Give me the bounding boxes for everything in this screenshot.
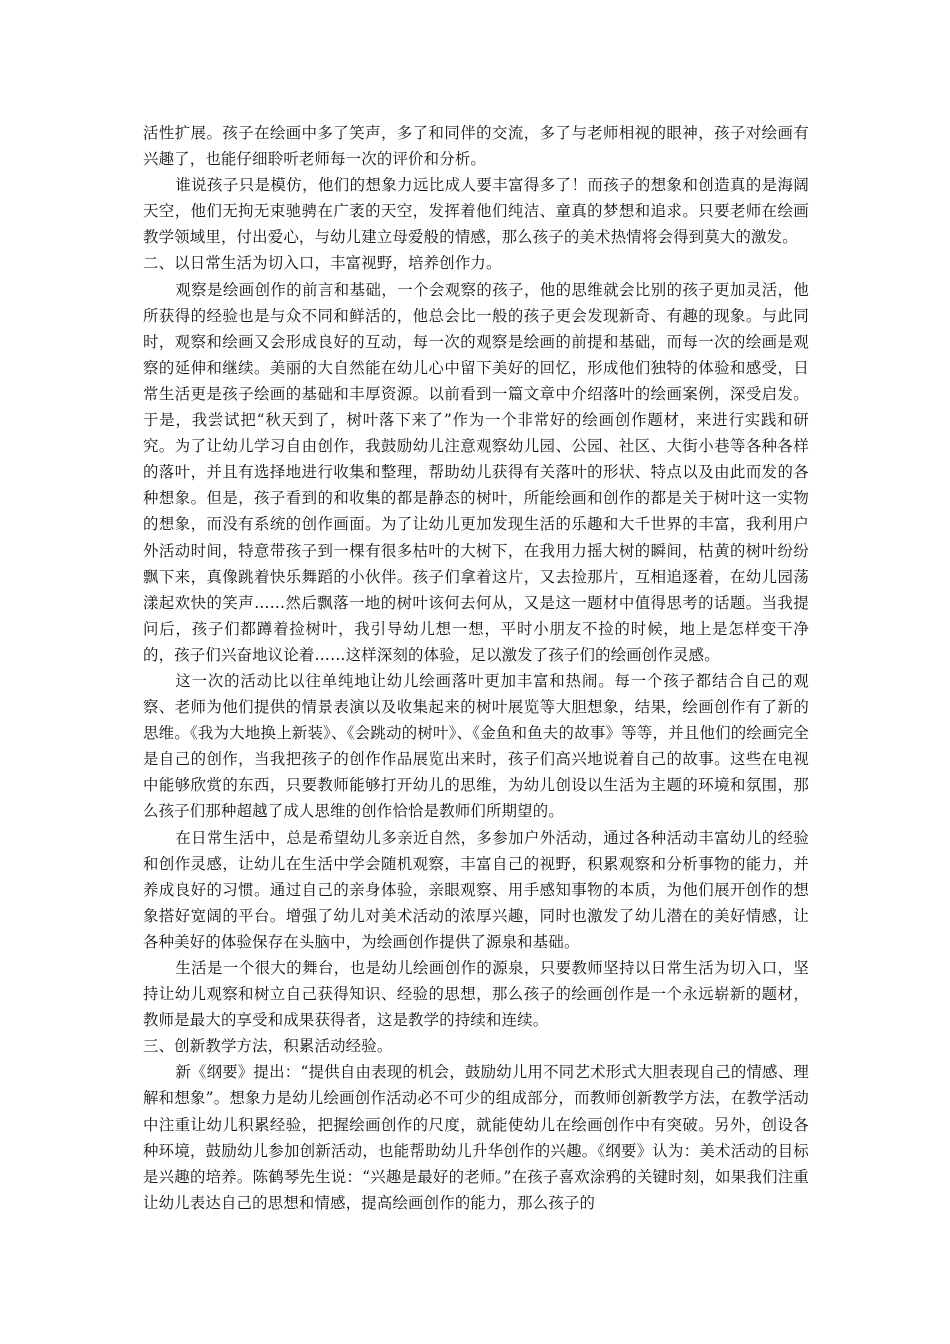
paragraph-imagination: 谁说孩子只是模仿，他们的想象力远比成人要丰富得多了！而孩子的想象和创造真的是海阔天空，他们无拘无束驰骋在广袤的天空，发挥着他们纯洁、童真的梦想和追求。只要老师在绘画教学领域里，付出爱心，与幼儿建立母爱般的情感，那么孩子的美术热情将会得到莫大的激发。 bbox=[143, 176, 809, 247]
paragraph-life-stage: 生活是一个很大的舞台，也是幼儿绘画创作的源泉，只要教师坚持以日常生活为切入口，坚持让幼儿观察和树立自己获得知识、经验的思想，那么孩子的绘画创作是一个永远崭新的题材，教师是最大的享受和成果获得者，这是教学的持续和连续。 bbox=[143, 959, 809, 1030]
paragraph-continued-intro: 活性扩展。孩子在绘画中多了笑声，多了和同伴的交流，多了与老师相视的眼神，孩子对绘画有兴趣了，也能仔细聆听老师每一次的评价和分析。 bbox=[143, 124, 809, 169]
document-page bbox=[143, 120, 809, 1216]
section-heading-three: 三、创新教学方法，积累活动经验。 bbox=[143, 1037, 393, 1056]
section-heading-two: 二、以日常生活为切入口，丰富视野，培养创作力。 bbox=[143, 254, 502, 273]
paragraph-new-guidelines: 新《纲要》提出：“提供自由表现的机会，鼓励幼儿用不同艺术形式大胆表现自己的情感、理解和想象”。想象力是幼儿绘画创作活动必不可少的组成部分，而教师创新教学方法，在教学活动中注重让幼儿积累经验，把握绘画创作的尺度，就能使幼儿在绘画创作中有突破。另外，创设各种环境，鼓励幼儿参加创新活动，也能帮助幼儿升华创作的兴趣。《纲要》认为：美术活动的目标是兴趣的培养。陈鹤琴先生说：“兴趣是最好的老师。”在孩子喜欢涂鸦的关键时刻，如果我们注重让幼儿表达自己的思想和情感，提高绘画创作的能力，那么孩子的 bbox=[143, 1063, 809, 1212]
paragraph-observation: 观察是绘画创作的前言和基础，一个会观察的孩子，他的思维就会比别的孩子更加灵活，他所获得的经验也是与众不同和鲜活的，他总会比一般的孩子更会发现新奇、有趣的现象。与此同时，观察和绘画又会形成良好的互动，每一次的观察是绘画的前提和基础，而每一次的绘画是观察的延伸和继续。美丽的大自然能在幼儿心中留下美好的回忆，形成他们独特的体验和感受，日常生活更是孩子绘画的基础和丰厚资源。以前看到一篇文章中介绍落叶的绘画案例，深受启发。于是，我尝试把“秋天到了，树叶落下来了”作为一个非常好的绘画创作题材，来进行实践和研究。为了让幼儿学习自由创作，我鼓励幼儿注意观察幼儿园、公园、社区、大街小巷等各种各样的落叶，并且有选择地进行收集和整理，帮助幼儿获得有关落叶的形状、特点以及由此而发的各种想象。但是，孩子看到的和收集的都是静态的树叶，所能绘画和创作的都是关于树叶这一实物的想象，而没有系统的创作画面。为了让幼儿更加发现生活的乐趣和大千世界的丰富，我利用户外活动时间，特意带孩子到一棵有很多枯叶的大树下，在我用力摇大树的瞬间，枯黄的树叶纷纷飘下来，真像跳着快乐舞蹈的小伙伴。孩子们拿着这片，又去捡那片，互相追逐着，在幼儿园荡漾起欢快的笑声……然后飘落一地的树叶该何去何从，又是这一题材中值得思考的话题。当我提问后，孩子们都蹲着捡树叶，我引导幼儿想一想，平时小朋友不捡的时候，地上是怎样变干净的，孩子们兴奋地议论着……这样深刻的体验，足以激发了孩子们的绘画创作灵感。 bbox=[143, 280, 809, 664]
paragraph-daily-life: 在日常生活中，总是希望幼儿多亲近自然，多参加户外活动，通过各种活动丰富幼儿的经验和创作灵感，让幼儿在生活中学会随机观察，丰富自己的视野，积累观察和分析事物的能力，并养成良好的习惯。通过自己的亲身体验，亲眼观察、用手感知事物的本质，为他们展开创作的想象搭好宽阔的平台。增强了幼儿对美术活动的浓厚兴趣，同时也激发了幼儿潜在的美好情感，让各种美好的体验保存在头脑中，为绘画创作提供了源泉和基础。 bbox=[143, 828, 809, 951]
paragraph-activity-result: 这一次的活动比以往单纯地让幼儿绘画落叶更加丰富和热闹。每一个孩子都结合自己的观察、老师为他们提供的情景表演以及收集起来的树叶展览等大胆想象，结果，绘画创作有了新的思维。《我为大地换上新装》、《会跳动的树叶》、《金鱼和鱼夫的故事》等等，并且他们的绘画完全是自己的创作，当我把孩子的创作作品展览出来时，孩子们高兴地说着自己的故事。这些在电视中能够欣赏的东西，只要教师能够打开幼儿的思维，为幼儿创设以生活为主题的环境和氛围，那么孩子们那种超越了成人思维的创作恰恰是教师们所期望的。 bbox=[143, 671, 809, 821]
